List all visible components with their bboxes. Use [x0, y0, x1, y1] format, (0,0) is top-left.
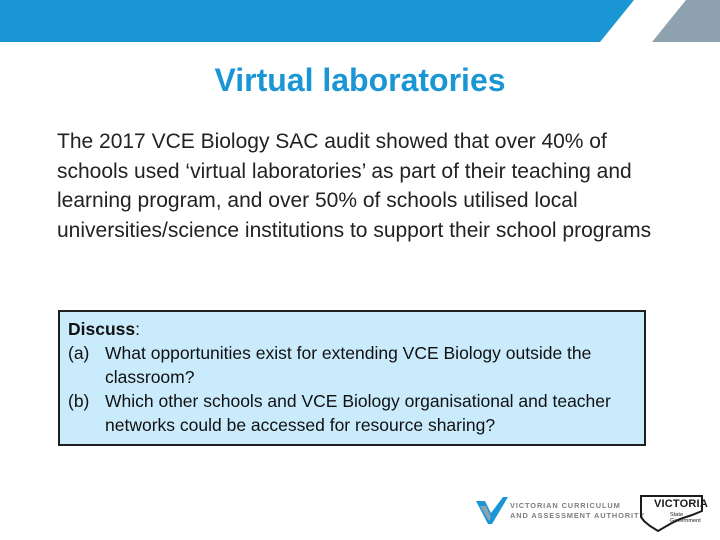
discuss-box — [58, 310, 646, 446]
discuss-label: Discuss — [68, 319, 136, 339]
slide-body-text: The 2017 VCE Biology SAC audit showed that over 40% of schools used ‘virtual laboratories’ as part of their teaching and learning program, and over 50% of schools utilised local universities/science institutions to support their school programs — [57, 130, 652, 242]
discuss-heading — [68, 317, 636, 341]
header-band-blue — [0, 0, 634, 42]
vcaa-line-1: VICTORIAN CURRICULUM — [510, 501, 621, 510]
question-a-marker: (a) — [68, 343, 90, 363]
vcaa-wordmark — [510, 501, 645, 521]
header-band-stripe — [652, 0, 720, 42]
vic-sub-line-2: Government — [670, 518, 701, 525]
header-band — [0, 0, 720, 42]
vcaa-logo — [476, 497, 646, 525]
victoria-state-government-logo — [640, 493, 706, 533]
question-b-text: Which other schools and VCE Biology organisational and teacher networks could be accessed for resource sharing? — [105, 391, 611, 435]
question-a-text: What opportunities exist for extending VCE Biology outside the classroom? — [105, 343, 592, 387]
discuss-colon: : — [135, 319, 140, 339]
vic-sub-line-1: State — [670, 512, 684, 518]
victoria-wordmark: VICTORIA — [654, 498, 708, 510]
vcaa-line-2: AND ASSESSMENT AUTHORITY — [510, 511, 646, 520]
question-a — [68, 341, 636, 389]
question-b-marker: (b) — [68, 391, 90, 411]
slide-title: Virtual laboratories — [214, 62, 506, 98]
question-b — [68, 389, 636, 437]
vcaa-check-icon — [476, 497, 508, 525]
state-government-text — [670, 512, 700, 525]
